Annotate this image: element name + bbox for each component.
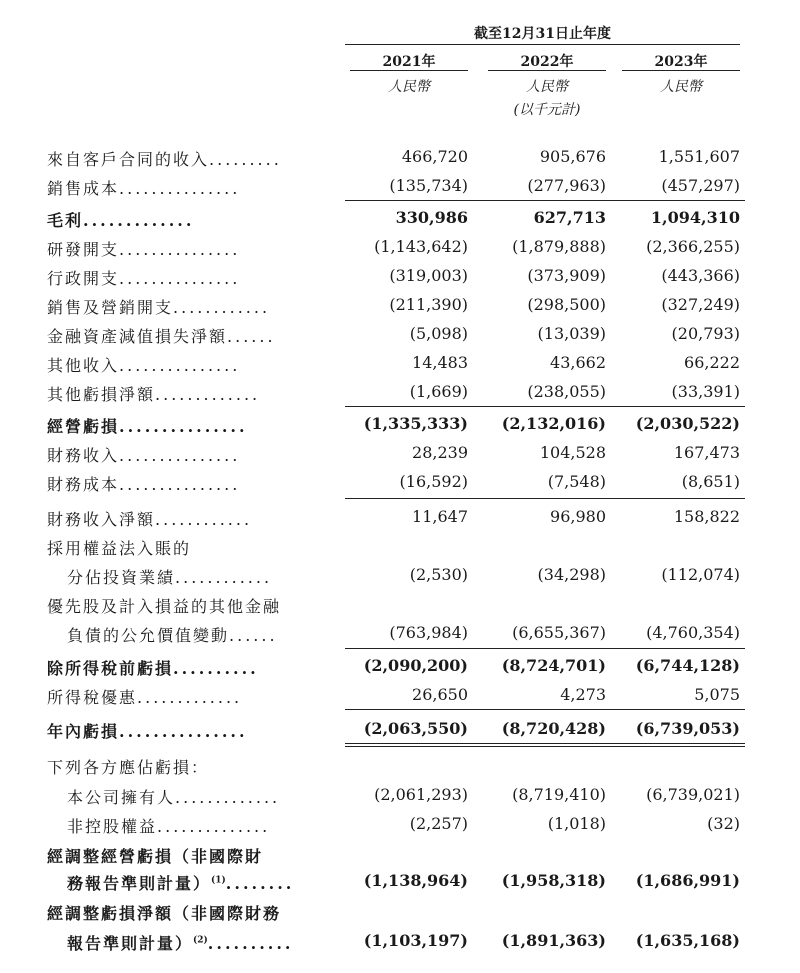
value-2023: (6,744,128) bbox=[635, 656, 740, 675]
row-label: 銷售及營銷開支............ bbox=[47, 298, 271, 317]
table-row bbox=[0, 293, 800, 317]
row-label: 行政開支............... bbox=[47, 269, 241, 288]
currency-2023: 人民幣 bbox=[660, 79, 702, 95]
value-2021: (2,530) bbox=[409, 565, 468, 584]
row-label: 所得稅優惠............. bbox=[47, 688, 243, 707]
row-label: 經調整虧損淨額（非國際財務 bbox=[47, 904, 282, 923]
row-label: 報告準則計量）$^{(2)}$.......... bbox=[67, 934, 294, 953]
subtotal-rule bbox=[345, 648, 745, 649]
value-2021: (2,257) bbox=[409, 814, 468, 833]
value-2021: (319,003) bbox=[389, 266, 468, 285]
row-label: 其他收入............... bbox=[47, 356, 241, 375]
value-2022: 627,713 bbox=[533, 208, 606, 227]
value-2021: (2,063,550) bbox=[363, 719, 468, 738]
table-row bbox=[0, 206, 800, 230]
year-header-2021: 2021年 bbox=[382, 54, 436, 70]
subtotal-rule bbox=[345, 498, 745, 499]
currency-2022: 人民幣 bbox=[526, 79, 568, 95]
value-2023: (20,793) bbox=[671, 324, 740, 343]
value-2021: (1,143,642) bbox=[374, 237, 468, 256]
value-2022: (13,039) bbox=[537, 324, 606, 343]
table-row bbox=[0, 505, 800, 529]
value-2022: (34,298) bbox=[537, 565, 606, 584]
table-row bbox=[0, 621, 800, 645]
row-label: 銷售成本............... bbox=[47, 179, 241, 198]
table-row bbox=[0, 753, 800, 777]
row-label: 下列各方應佔虧損： bbox=[47, 758, 210, 777]
value-2021: (16,592) bbox=[399, 472, 468, 491]
row-label: 金融資產減值損失淨額...... bbox=[47, 327, 276, 346]
subtotal-rule bbox=[345, 709, 745, 710]
value-2022: 104,528 bbox=[539, 443, 606, 462]
row-label: 財務收入淨額............ bbox=[47, 510, 253, 529]
row-label: 本公司擁有人............. bbox=[67, 788, 281, 807]
row-label: 務報告準則計量）$^{(1)}$........ bbox=[67, 874, 295, 893]
table-row bbox=[0, 812, 800, 836]
value-2022: (373,909) bbox=[527, 266, 606, 285]
value-2021: (1,138,964) bbox=[363, 871, 468, 890]
row-label: 優先股及計入損益的其他金融 bbox=[47, 597, 282, 616]
table-row bbox=[0, 235, 800, 259]
value-2023: (6,739,053) bbox=[635, 719, 740, 738]
value-2022: (8,720,428) bbox=[501, 719, 606, 738]
table-row bbox=[0, 534, 800, 558]
year-header-2023: 2023年 bbox=[654, 54, 708, 70]
value-2023: (443,366) bbox=[661, 266, 740, 285]
value-2022: 43,662 bbox=[550, 353, 606, 372]
value-2022: (1,018) bbox=[547, 814, 606, 833]
year-rule-2021 bbox=[350, 70, 468, 71]
table-row bbox=[0, 842, 800, 866]
value-2022: (1,958,318) bbox=[501, 871, 606, 890]
value-2021: 26,650 bbox=[412, 685, 468, 704]
row-label: 經調整經營虧損（非國際財 bbox=[47, 847, 264, 866]
row-label: 研發開支............... bbox=[47, 240, 241, 259]
value-2022: (8,724,701) bbox=[501, 656, 606, 675]
year-header-2022: 2022年 bbox=[520, 54, 574, 70]
year-rule-2022 bbox=[488, 70, 606, 71]
table-row bbox=[0, 470, 800, 494]
value-2023: 158,822 bbox=[673, 507, 740, 526]
table-row bbox=[0, 264, 800, 288]
value-2021: (1,669) bbox=[409, 382, 468, 401]
value-2022: (7,548) bbox=[547, 472, 606, 491]
value-2021: (5,098) bbox=[409, 324, 468, 343]
table-row bbox=[0, 717, 800, 741]
row-label: 毛利............. bbox=[47, 211, 195, 230]
year-rule-2023 bbox=[622, 70, 740, 71]
value-2021: (763,984) bbox=[389, 623, 468, 642]
value-2022: 905,676 bbox=[539, 147, 606, 166]
footnote-marker: (1) bbox=[211, 875, 226, 886]
value-2023: 66,222 bbox=[684, 353, 740, 372]
table-row bbox=[0, 145, 800, 169]
value-2022: (238,055) bbox=[527, 382, 606, 401]
value-2021: (211,390) bbox=[389, 295, 468, 314]
row-label: 分佔投資業績............ bbox=[67, 568, 273, 587]
row-label: 財務成本............... bbox=[47, 475, 241, 494]
footnote-marker: (2) bbox=[193, 935, 208, 946]
value-2022: (2,132,016) bbox=[501, 414, 606, 433]
value-2023: 1,094,310 bbox=[650, 208, 740, 227]
row-label: 財務收入............... bbox=[47, 446, 241, 465]
value-2023: (6,739,021) bbox=[646, 785, 740, 804]
row-label: 來自客戶合同的收入......... bbox=[47, 150, 282, 169]
table-row bbox=[0, 441, 800, 465]
value-2022: (298,500) bbox=[527, 295, 606, 314]
subtotal-rule bbox=[345, 200, 745, 201]
value-2022: 96,980 bbox=[550, 507, 606, 526]
table-row bbox=[0, 380, 800, 404]
table-row bbox=[0, 783, 800, 807]
row-label: 年內虧損............... bbox=[47, 722, 248, 741]
value-2023: (327,249) bbox=[661, 295, 740, 314]
value-2023: (1,635,168) bbox=[635, 931, 740, 950]
value-2022: (8,719,410) bbox=[512, 785, 606, 804]
value-2023: (4,760,354) bbox=[646, 623, 740, 642]
period-header: 截至12月31日止年度 bbox=[474, 26, 611, 42]
value-2021: 11,647 bbox=[412, 507, 468, 526]
value-2023: 167,473 bbox=[673, 443, 740, 462]
value-2021: (1,103,197) bbox=[363, 931, 468, 950]
value-2023: (8,651) bbox=[681, 472, 740, 491]
double-rule-top bbox=[345, 743, 745, 744]
table-row bbox=[0, 563, 800, 587]
table-row bbox=[0, 351, 800, 375]
subtotal-rule bbox=[345, 406, 745, 407]
value-2022: 4,273 bbox=[560, 685, 606, 704]
value-2023: (2,030,522) bbox=[635, 414, 740, 433]
value-2022: (277,963) bbox=[527, 176, 606, 195]
value-2021: (1,335,333) bbox=[363, 414, 468, 433]
table-row bbox=[0, 654, 800, 678]
value-2021: (135,734) bbox=[389, 176, 468, 195]
value-2023: (33,391) bbox=[671, 382, 740, 401]
value-2023: (112,074) bbox=[661, 565, 740, 584]
row-label: 非控股權益.............. bbox=[67, 817, 271, 836]
value-2022: (6,655,367) bbox=[512, 623, 606, 642]
value-2023: (2,366,255) bbox=[646, 237, 740, 256]
value-2022: (1,879,888) bbox=[512, 237, 606, 256]
value-2021: 466,720 bbox=[401, 147, 468, 166]
currency-2021: 人民幣 bbox=[388, 79, 430, 95]
table-row bbox=[0, 322, 800, 346]
row-label: 採用權益法入賬的 bbox=[47, 539, 192, 558]
value-2021: (2,061,293) bbox=[374, 785, 468, 804]
table-row bbox=[0, 899, 800, 923]
table-row bbox=[0, 592, 800, 616]
row-label: 經營虧損............... bbox=[47, 417, 248, 436]
row-label: 除所得稅前虧損.......... bbox=[47, 659, 259, 678]
value-2021: 28,239 bbox=[412, 443, 468, 462]
table-row bbox=[0, 174, 800, 198]
table-row bbox=[0, 412, 800, 436]
value-2022: (1,891,363) bbox=[501, 931, 606, 950]
double-rule-bottom bbox=[345, 746, 745, 747]
value-2021: 330,986 bbox=[395, 208, 468, 227]
value-2023: 5,075 bbox=[694, 685, 740, 704]
header-rule bbox=[345, 44, 740, 45]
table-row bbox=[0, 929, 800, 953]
value-2023: (1,686,991) bbox=[635, 871, 740, 890]
value-2023: (32) bbox=[707, 814, 740, 833]
row-label: 其他虧損淨額............. bbox=[47, 385, 261, 404]
row-label: 負債的公允價值變動...... bbox=[67, 626, 278, 645]
table-row bbox=[0, 683, 800, 707]
value-2023: (457,297) bbox=[661, 176, 740, 195]
unit-note: (以千元計) bbox=[513, 102, 581, 118]
value-2023: 1,551,607 bbox=[658, 147, 740, 166]
value-2021: (2,090,200) bbox=[363, 656, 468, 675]
table-row bbox=[0, 869, 800, 893]
value-2021: 14,483 bbox=[412, 353, 468, 372]
